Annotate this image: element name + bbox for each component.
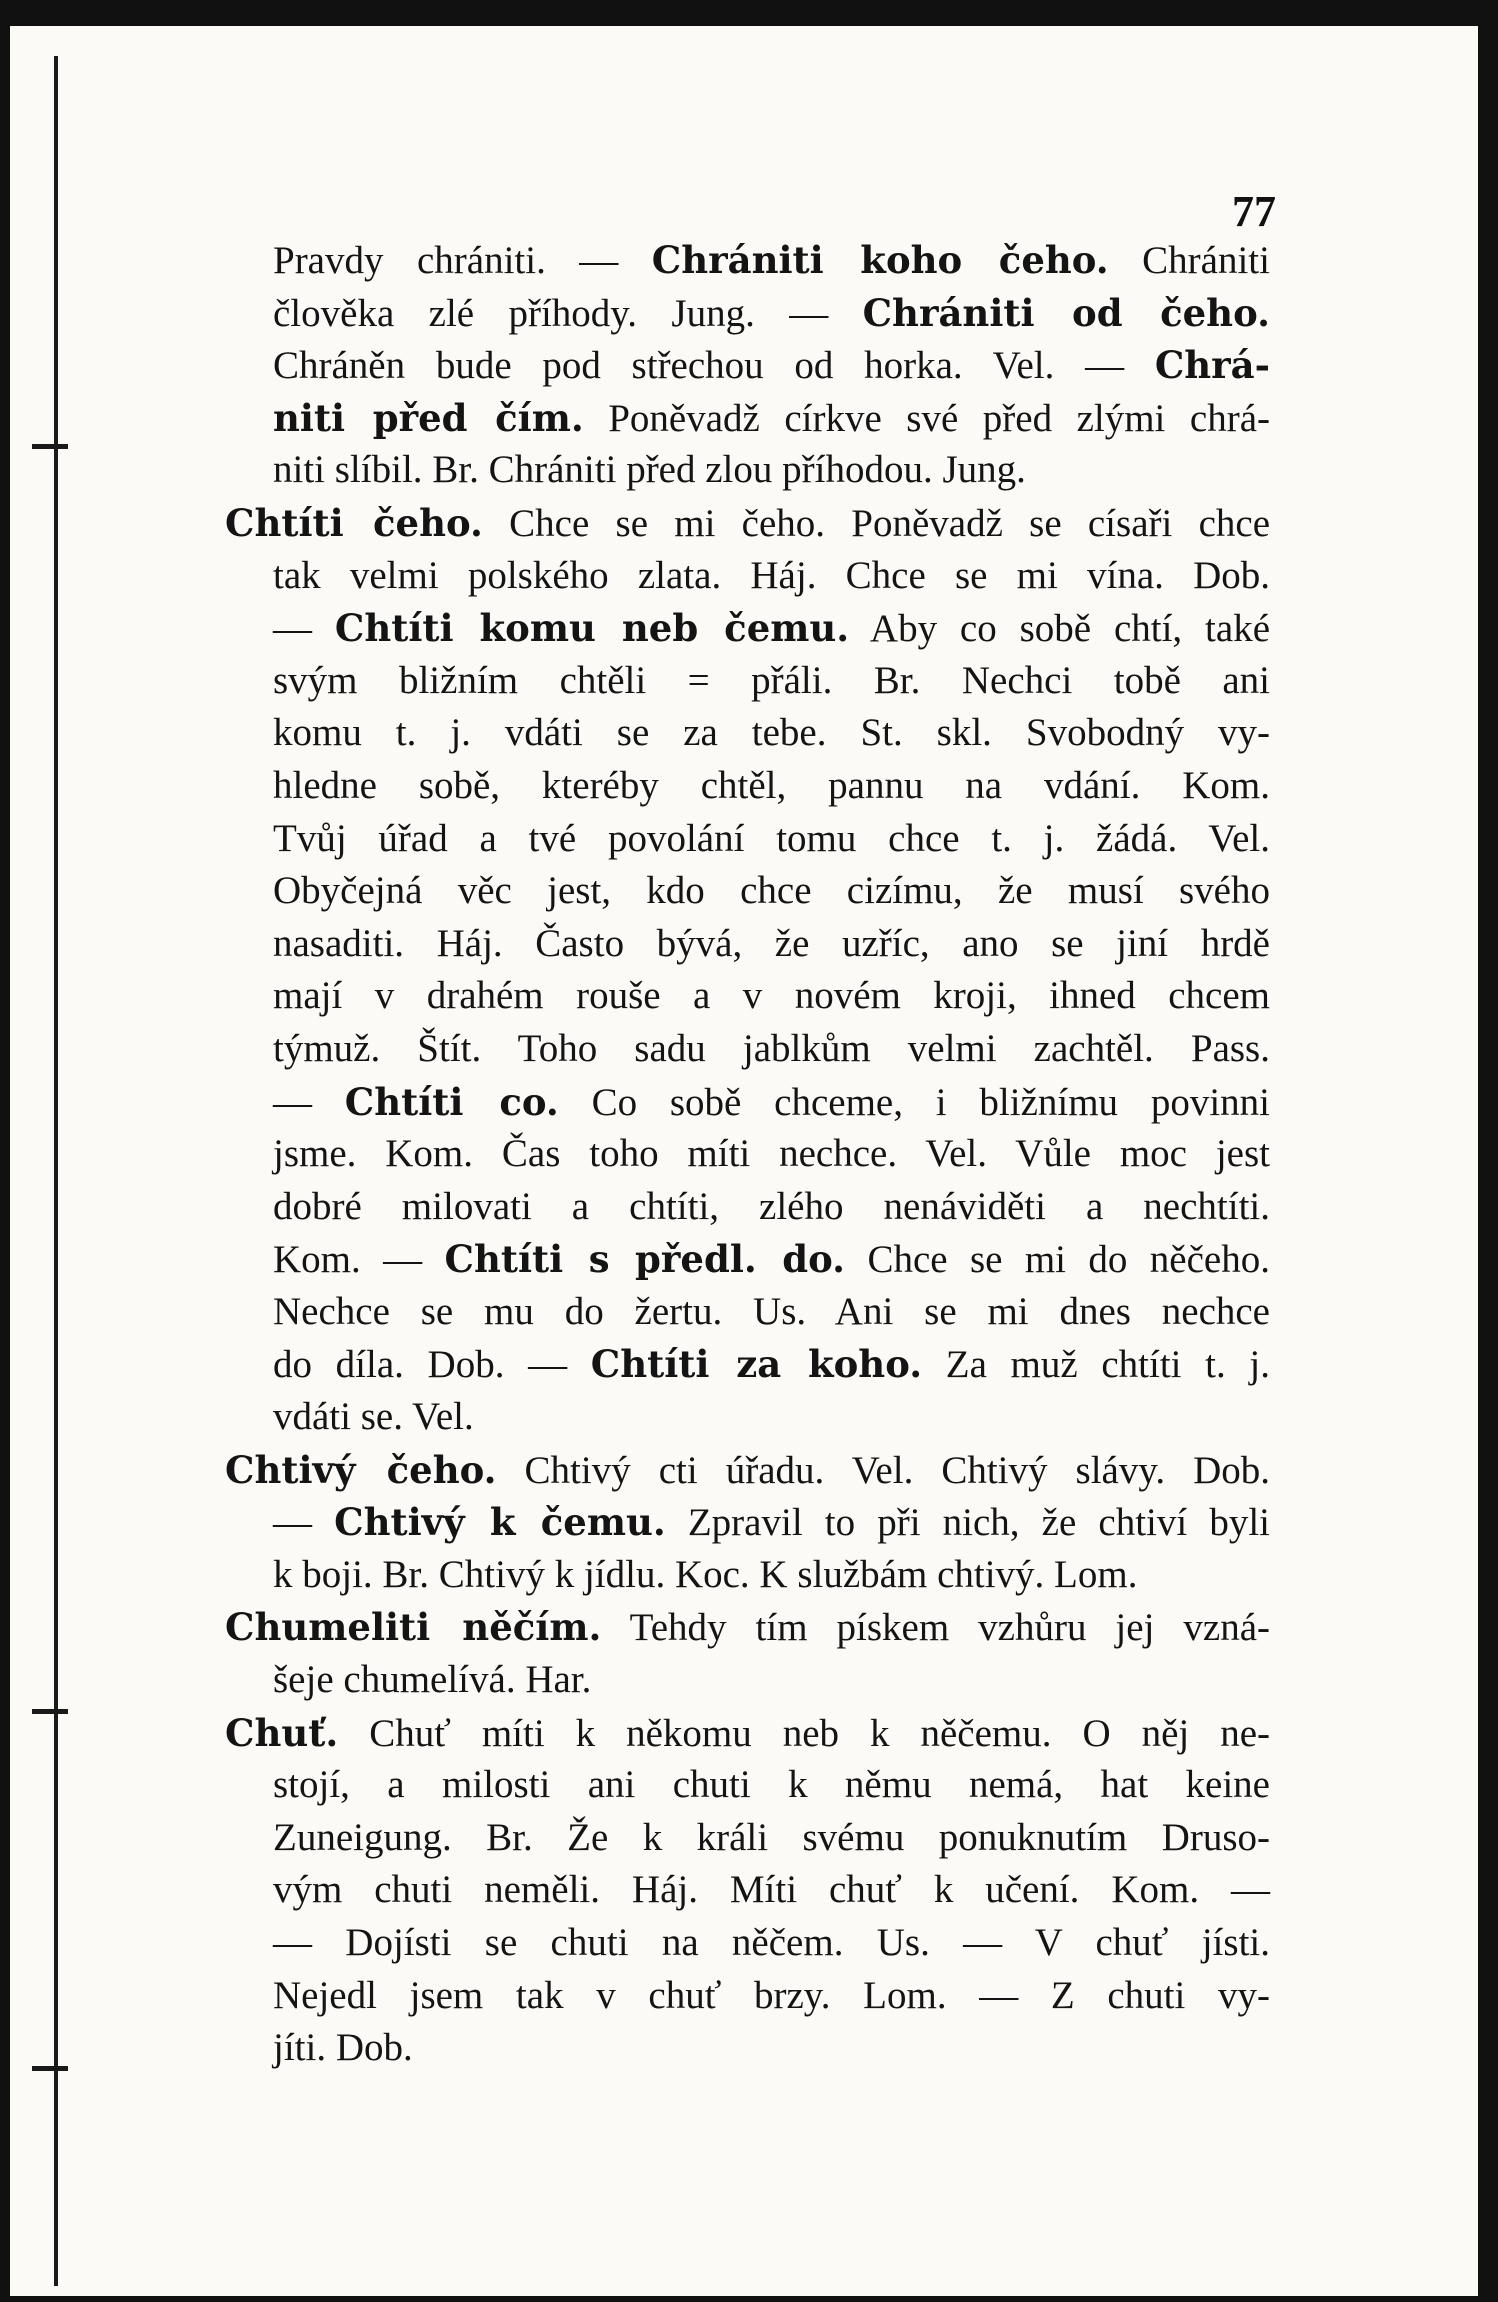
text-segment: Pravdy chrániti. — bbox=[273, 239, 652, 282]
text-segment: stojí, a milosti ani chuti k němu nemá, hat keine bbox=[273, 1763, 1270, 1807]
entry-term: Chtíti s předl. do. bbox=[444, 1237, 846, 1282]
text-line bbox=[225, 1759, 1270, 1812]
text-segment: Chce se mi do něčeho. bbox=[845, 1238, 1270, 1282]
binding-tick bbox=[32, 444, 68, 449]
text-segment: Co sobě chceme, i bližnímu povinni bbox=[558, 1080, 1271, 1124]
text-segment: Nechce se mu do žertu. Us. Ani se mi dnes nechce bbox=[273, 1289, 1270, 1333]
text-segment: niti slíbil. Br. Chrániti před zlou příhodou. Jung. bbox=[273, 448, 1026, 492]
text-line bbox=[225, 1233, 1270, 1286]
text-segment: Chtivý cti úřadu. Vel. Chtivý slávy. Dob. bbox=[496, 1448, 1270, 1492]
page-number: 77 bbox=[1232, 187, 1276, 236]
text-segment: Chce se mi čeho. Poněvadž se císaři chce bbox=[482, 501, 1271, 545]
text-segment: Za muž chtíti t. j. bbox=[922, 1343, 1270, 1387]
text-line bbox=[225, 287, 1270, 340]
text-line bbox=[225, 234, 1270, 287]
text-segment: týmuž. Štít. Toho sadu jablkům velmi zachtěl. Pass. bbox=[273, 1026, 1270, 1070]
text-line bbox=[225, 1391, 1270, 1444]
text-line bbox=[225, 1654, 1270, 1707]
text-segment: svým bližním chtěli = přáli. Br. Nechci tobě ani bbox=[273, 658, 1270, 702]
text-segment: Chrániti bbox=[1108, 239, 1270, 282]
text-segment: vým chuti neměli. Háj. Míti chuť k učení. Kom. — bbox=[273, 1868, 1270, 1912]
text-line bbox=[225, 1076, 1270, 1129]
entry-term: Chtíti čeho. bbox=[225, 500, 483, 545]
text-segment: Zuneigung. Br. Že k králi svému ponuknutím Druso- bbox=[273, 1815, 1270, 1859]
text-line bbox=[225, 550, 1270, 603]
dictionary-text bbox=[225, 234, 1270, 2075]
text-line bbox=[225, 813, 1270, 866]
text-segment: Aby co sobě chtí, také bbox=[849, 607, 1271, 651]
entry-term: niti před čím. bbox=[273, 395, 584, 440]
entry-term: Chumeliti něčím. bbox=[225, 1605, 602, 1650]
entry-term: Chtivý k čemu. bbox=[334, 1500, 666, 1545]
entry-headline bbox=[225, 1707, 1270, 1760]
text-segment: Kom. — bbox=[273, 1238, 445, 1282]
text-segment: Nejedl jsem tak v chuť brzy. Lom. — Z chuti vy- bbox=[273, 1973, 1270, 2017]
text-segment: k boji. Br. Chtivý k jídlu. Koc. K službám chtivý. Lom. bbox=[273, 1552, 1138, 1596]
entry-term: Chrániti koho čeho. bbox=[651, 238, 1109, 282]
text-segment: vdáti se. Vel. bbox=[273, 1395, 474, 1439]
entry-headline bbox=[225, 1444, 1270, 1497]
text-line bbox=[225, 1970, 1270, 2023]
text-segment: komu t. j. vdáti se za tebe. St. skl. Svobodný vy- bbox=[273, 711, 1270, 755]
text-segment: hledne sobě, kteréby chtěl, pannu na vdání. Kom. bbox=[273, 763, 1270, 807]
text-segment: — bbox=[273, 1080, 345, 1124]
text-segment: Chráněn bude pod střechou od horka. Vel. — bbox=[273, 344, 1155, 388]
entry-term: Chrániti od čeho. bbox=[862, 290, 1270, 335]
text-segment: Tehdy tím pískem vzhůru jej vzná- bbox=[601, 1606, 1270, 1650]
entry-headline bbox=[225, 1601, 1270, 1654]
text-line bbox=[225, 918, 1270, 971]
entry-term: Chtíti za koho. bbox=[590, 1342, 923, 1387]
text-segment: Chuť míti k někomu neb k něčemu. O něj ne- bbox=[338, 1711, 1270, 1755]
text-segment: Poněvadž církve své před zlými chrá- bbox=[583, 396, 1270, 440]
entry-term: Chtíti co. bbox=[344, 1079, 559, 1124]
entry-term: Chtivý čeho. bbox=[225, 1447, 497, 1492]
text-line bbox=[225, 1812, 1270, 1865]
text-line bbox=[225, 707, 1270, 760]
text-line bbox=[225, 1286, 1270, 1339]
binding-tick bbox=[32, 2066, 68, 2071]
text-segment: tak velmi polského zlata. Háj. Chce se mi vína. Dob. bbox=[273, 553, 1270, 597]
text-segment: šeje chumelívá. Har. bbox=[273, 1658, 592, 1702]
text-segment: — bbox=[273, 607, 335, 651]
text-line bbox=[225, 1181, 1270, 1234]
text-line bbox=[225, 1549, 1270, 1602]
text-segment: člověka zlé příhody. Jung. — bbox=[273, 291, 863, 335]
text-line bbox=[225, 1917, 1270, 1970]
text-segment: jsme. Kom. Čas toho míti nechce. Vel. Vůle moc jest bbox=[273, 1132, 1270, 1176]
text-segment: do díla. Dob. — bbox=[273, 1343, 591, 1387]
text-line bbox=[225, 444, 1270, 497]
text-line bbox=[225, 865, 1270, 918]
entry-term: Chtíti komu neb čemu. bbox=[334, 606, 850, 651]
entry-headline bbox=[225, 497, 1270, 550]
text-segment: jíti. Dob. bbox=[273, 2026, 413, 2070]
text-line bbox=[225, 1023, 1270, 1076]
text-line bbox=[225, 970, 1270, 1023]
text-line bbox=[225, 339, 1270, 392]
text-line bbox=[225, 1338, 1270, 1391]
text-line bbox=[225, 655, 1270, 708]
text-segment: — bbox=[273, 1501, 335, 1545]
text-segment: mají v drahém rouše a v novém kroji, ihned chcem bbox=[273, 974, 1270, 1018]
text-line bbox=[225, 1128, 1270, 1181]
text-segment: Tvůj úřad a tvé povolání tomu chce t. j. žádá. Vel. bbox=[273, 816, 1270, 860]
text-line bbox=[225, 392, 1270, 445]
text-line bbox=[225, 2022, 1270, 2075]
entry-term: Chrá- bbox=[1154, 343, 1270, 388]
text-line bbox=[225, 602, 1270, 655]
binding-tick bbox=[32, 1709, 68, 1714]
text-segment: — Dojísti se chuti na něčem. Us. — V chuť jísti. bbox=[273, 1921, 1270, 1964]
text-line bbox=[225, 1496, 1270, 1549]
text-segment: dobré milovati a chtíti, zlého nenáviděti a nechtíti. bbox=[273, 1184, 1270, 1228]
text-line bbox=[225, 760, 1270, 813]
text-segment: nasaditi. Háj. Často bývá, že uzříc, ano se jiní hrdě bbox=[273, 921, 1270, 965]
text-line bbox=[225, 1864, 1270, 1917]
text-segment: Zpravil to při nich, že chtiví byli bbox=[665, 1501, 1271, 1545]
binding-rule bbox=[54, 56, 58, 2286]
entry-term: Chuť. bbox=[225, 1710, 339, 1755]
text-segment: Obyčejná věc jest, kdo chce cizímu, že musí svého bbox=[273, 869, 1270, 913]
